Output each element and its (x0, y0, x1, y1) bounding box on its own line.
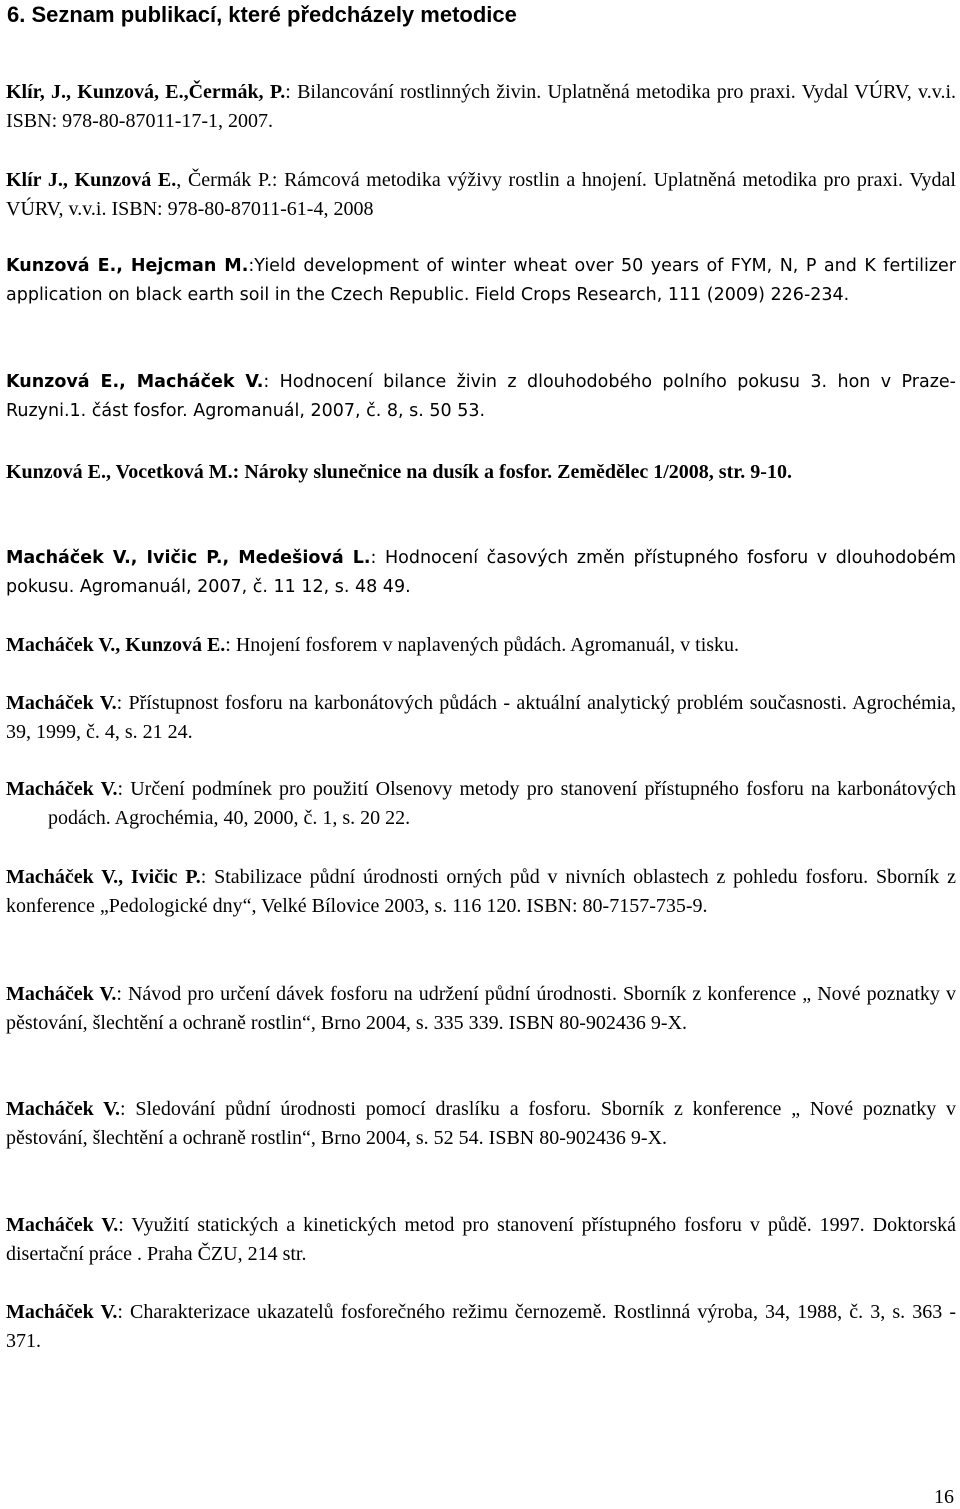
reference-authors: Macháček V., Ivičic P., Medešiová L. (6, 548, 371, 568)
reference-entry (6, 368, 956, 426)
reference-entry (6, 78, 956, 136)
reference-entry (6, 775, 956, 833)
reference-entry (6, 689, 956, 747)
reference-text: : Určení podmínek pro použití Olsenovy metody pro stanovení přístupného fosforu na karbonátových podách. Agrochémia, 40, 2000, č. 1, s. 20 22. (48, 778, 956, 829)
reference-entry (6, 1298, 956, 1356)
reference-text: : Sledování půdní úrodnosti pomocí draslíku a fosforu. Sborník z konference „ Nové poznatky v pěstování, šlechtění a ochraně rostlin“, Brno 2004, s. 52 54. ISBN 80-902436 9-X. (6, 1098, 956, 1149)
reference-authors: Macháček V. (6, 778, 118, 800)
reference-entry (6, 631, 956, 660)
reference-entry (6, 166, 956, 224)
reference-authors: Kunzová E., Vocetková M.: Nároky slunečnice na dusík a fosfor. Zemědělec 1/2008, str. 9-10. (6, 461, 792, 483)
reference-authors: Kunzová E., Hejcman M. (6, 256, 249, 276)
reference-entry (6, 544, 956, 602)
reference-entry (6, 980, 956, 1038)
reference-entry (6, 1211, 956, 1269)
reference-text: : Hodnocení časových změn přístupného fosforu v dlouhodobém pokusu. Agromanuál, 2007, č. 11 12, s. 48 49. (6, 548, 957, 597)
reference-authors: Kunzová E., Macháček V. (6, 372, 264, 392)
reference-text: : Přístupnost fosforu na karbonátových půdách - aktuální analytický problém současnosti. Agrochémia, 39, 1999, č. 4, s. 21 24. (6, 692, 956, 743)
reference-text: : Hodnocení bilance živin z dlouhodobého polního pokusu 3. hon v Praze-Ruzyni.1. část fosfor. Agromanuál, 2007, č. 8, s. 50 53. (6, 372, 956, 421)
page-number: 16 (934, 1486, 954, 1508)
reference-text: : Hnojení fosforem v naplavených půdách. Agromanuál, v tisku. (225, 634, 740, 656)
reference-authors: Klír J., Kunzová E. (6, 169, 177, 191)
reference-entry (6, 1095, 956, 1153)
reference-authors: Klír, J., Kunzová, E.,Čermák, P. (6, 81, 286, 103)
reference-text: , Čermák P.: Rámcová metodika výživy rostlin a hnojení. Uplatněná metodika pro praxi. Vydal VÚRV, v.v.i. ISBN: 978-80-87011-61-4, 2008 (6, 169, 956, 220)
reference-authors: Macháček V. (6, 1301, 118, 1323)
reference-entry (6, 458, 956, 487)
reference-text: : Návod pro určení dávek fosforu na udržení půdní úrodnosti. Sborník z konference „ Nové poznatky v pěstování, šlechtění a ochraně rostlin“, Brno 2004, s. 335 339. ISBN 80-902436 9-X. (6, 983, 956, 1034)
reference-text: :Yield development of winter wheat over 50 years of FYM, N, P and K fertilizer application on black earth soil in the Czech Republic. Field Crops Research, 111 (2009) 226-234. (6, 256, 956, 305)
reference-authors: Macháček V. (6, 1098, 121, 1120)
reference-authors: Macháček V. (6, 1214, 119, 1236)
reference-text: : Stabilizace půdní úrodnosti orných půd v nivních oblastech z pohledu fosforu. Sborník z konference „Pedologické dny“, Velké Bílovice 2003, s. 116 120. ISBN: 80-7157-735-9. (6, 866, 956, 917)
reference-authors: Macháček V. (6, 983, 117, 1005)
reference-text: : Využití statických a kinetických metod pro stanovení přístupného fosforu v půdě. 1997. Doktorská disertační práce . Praha ČZU, 214 str. (6, 1214, 956, 1265)
reference-authors: Macháček V., Ivičic P. (6, 866, 201, 888)
reference-text: : Bilancování rostlinných živin. Uplatněná metodika pro praxi. Vydal VÚRV, v.v.i. ISBN: 978-80-87011-17-1, 2007. (6, 81, 956, 132)
reference-entry (6, 863, 956, 921)
reference-authors: Macháček V. (6, 692, 117, 714)
reference-text: : Charakterizace ukazatelů fosforečného režimu černozemě. Rostlinná výroba, 34, 1988, č. 3, s. 363 - 371. (6, 1301, 957, 1352)
reference-entry (6, 252, 956, 310)
reference-authors: Macháček V., Kunzová E. (6, 634, 226, 656)
section-heading: 6. Seznam publikací, které předcházely metodice (7, 2, 517, 27)
